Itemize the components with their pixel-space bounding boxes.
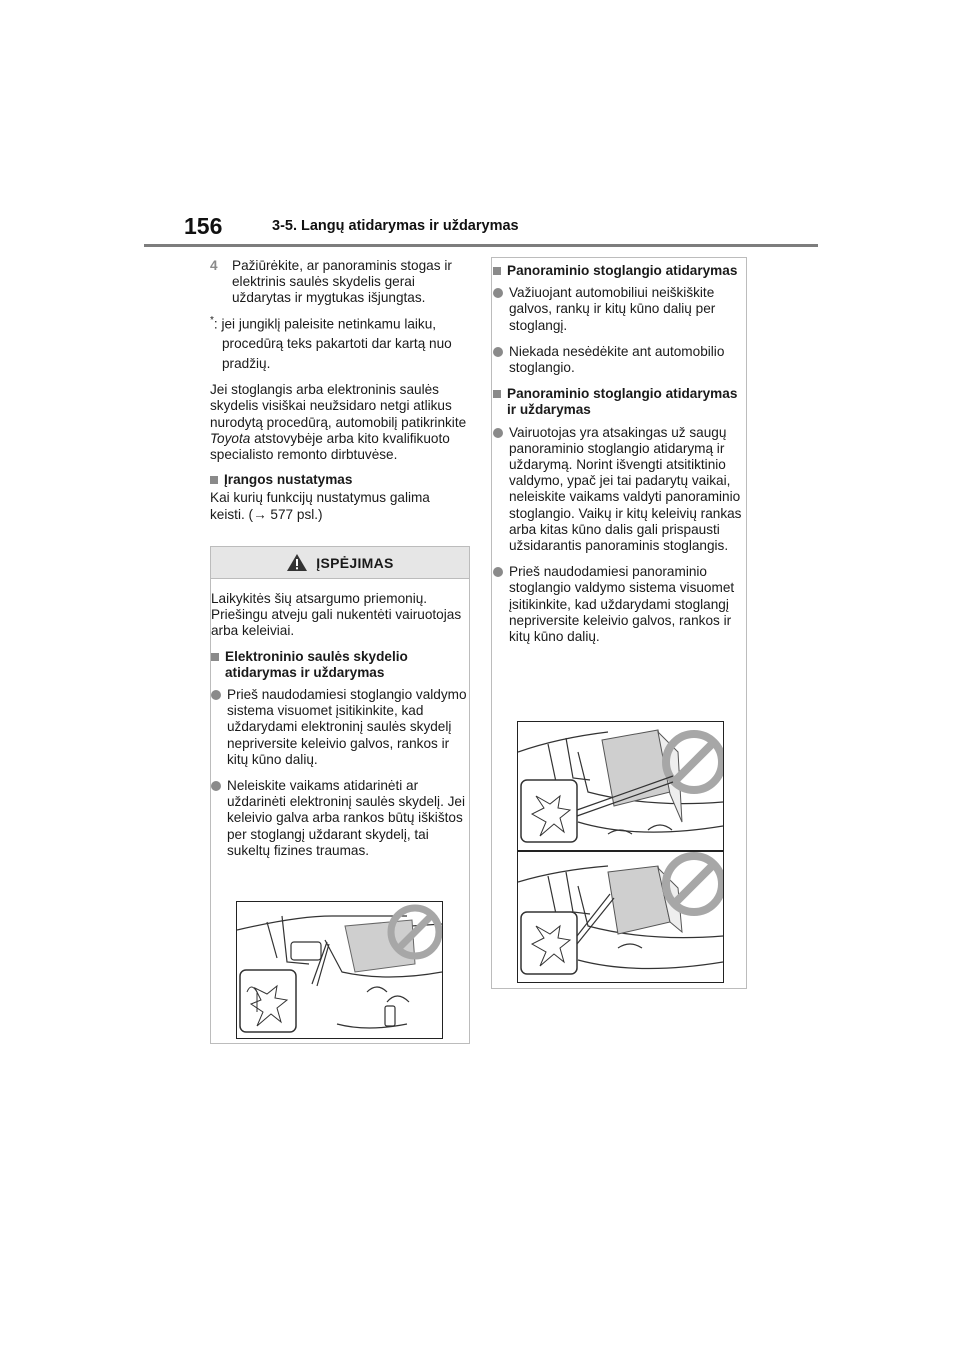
brand-name: Toyota bbox=[210, 430, 251, 446]
bullet-text: Važiuojant automobiliui neiškiškite galvos, rankų ir kitų kūno dalių per stoglangį. bbox=[509, 285, 716, 333]
bullet-text: Neleiskite vaikams atidarinėti ar uždarinėti elektroninį saulės skydelį. Jei keleivio galva arba rankos būtų iškištos per stoglangį uždarant skydelį, tai sukeltų fizines traumas. bbox=[227, 778, 466, 858]
roof-warning-illustration bbox=[517, 721, 724, 983]
right-bullet-4 bbox=[493, 564, 743, 645]
right-bullet-3 bbox=[493, 425, 743, 555]
sunshade-warning-illustration bbox=[236, 901, 443, 1039]
footnote-star: * bbox=[210, 314, 214, 326]
warning-triangle-icon bbox=[286, 553, 308, 572]
step-4 bbox=[210, 258, 468, 307]
step-number: 4 bbox=[210, 258, 218, 273]
bullet-text: Prieš naudodamiesi panoraminio stoglangio valdymo sistema visuomet įsitikinkite, kad uždarydami stoglangį nepriversite keleivio galvos, rankos ir kitų kūno dalių. bbox=[509, 564, 735, 645]
heading-panoramic-opening bbox=[493, 263, 743, 279]
page-number: 156 bbox=[184, 213, 223, 239]
round-bullet-icon bbox=[493, 428, 503, 438]
car-roof-drawing bbox=[518, 722, 723, 982]
round-bullet-icon bbox=[493, 288, 503, 298]
heading-text: Įrangos nustatymas bbox=[224, 472, 353, 488]
footnote-line-3: pradžių. bbox=[222, 356, 271, 372]
header-rule bbox=[144, 244, 818, 247]
bullet-text: Prieš naudodamiesi stoglangio valdymo sistema visuomet įsitikinkite, kad uždarydami elektroninį saulės skydelį nepriversite keleivio galvos, rankos ir kitų kūno dalių. bbox=[227, 687, 467, 767]
round-bullet-icon bbox=[211, 690, 221, 700]
warning-header bbox=[211, 547, 469, 579]
car-interior-drawing bbox=[237, 902, 442, 1038]
heading-text: Panoraminio stoglangio atidarymas ir uždarymas bbox=[507, 386, 738, 418]
warning-bullet-1 bbox=[211, 687, 469, 768]
round-bullet-icon bbox=[493, 567, 503, 577]
settings-page-ref[interactable]: 577 psl.) bbox=[266, 506, 323, 522]
warning-intro: Laikykitės šių atsargumo priemonių. Priešingu atveju gali nukentėti vairuotojas arba keleiviai. bbox=[211, 591, 462, 639]
section-title: 3-5. Langų atidarymas ir uždarymas bbox=[272, 218, 519, 234]
paragraph-text: atstovybėje arba kito kvalifikuoto specialisto remonto dirbtuvėse. bbox=[210, 430, 450, 462]
heading-text: Panoraminio stoglangio atidarymas bbox=[507, 263, 738, 278]
right-column bbox=[491, 263, 743, 655]
warning-heading bbox=[211, 649, 469, 681]
settings-text bbox=[210, 490, 468, 522]
heading-text: Elektroninio saulės skydelio atidarymas ir uždarymas bbox=[225, 648, 408, 680]
round-bullet-icon bbox=[211, 781, 221, 791]
warning-title: ĮSPĖJIMAS bbox=[316, 554, 394, 571]
paragraph-dealer bbox=[210, 382, 468, 463]
footnote bbox=[210, 311, 468, 375]
square-bullet-icon bbox=[493, 267, 501, 275]
bullet-text: Vairuotojas yra atsakingas už saugų panoraminio stoglangio atidarymą ir uždarymą. Norint išvengti atsitiktinio valdymo, ypač jei tai padarytų vaikai, neleiskite vaikams valdyti panoraminio stoglangio. Vaikų ir kitų keleivių rankas arba kitas kūno dalis gali prispausti užsidarantis panoraminis stoglangis. bbox=[509, 424, 742, 554]
step-text: Pažiūrėkite, ar panoraminis stogas ir elektrinis saulės skydelis gerai uždarytas ir mygtukas išjungtas. bbox=[232, 258, 452, 306]
warning-bullet-2 bbox=[211, 778, 469, 859]
square-bullet-icon bbox=[210, 476, 218, 484]
right-bullet-2 bbox=[493, 344, 743, 376]
footnote-line-2: procedūrą teks pakartoti dar kartą nuo bbox=[222, 336, 452, 352]
right-bullet-1 bbox=[493, 285, 743, 334]
paragraph-text: Jei stoglangis arba elektroninis saulės skydelis visiškai neužsidaro netgi atlikus nurodytą procedūrą, automobilį patikrinkite bbox=[210, 382, 467, 430]
square-bullet-icon bbox=[493, 390, 501, 398]
heading-settings bbox=[210, 472, 468, 488]
settings-text-a: Kai kurių funkcijų nustatymus galima keisti. ( bbox=[210, 490, 430, 522]
left-column bbox=[210, 258, 468, 532]
arrow-right-icon: → bbox=[253, 506, 267, 522]
warning-body bbox=[211, 579, 469, 859]
square-bullet-icon bbox=[211, 653, 219, 661]
round-bullet-icon bbox=[493, 347, 503, 357]
heading-panoramic-open-close bbox=[493, 386, 743, 418]
footnote-line-1: : jei jungiklį paleisite netinkamu laiku, bbox=[213, 316, 437, 332]
bullet-text: Niekada nesėdėkite ant automobilio stoglangio. bbox=[509, 343, 725, 376]
